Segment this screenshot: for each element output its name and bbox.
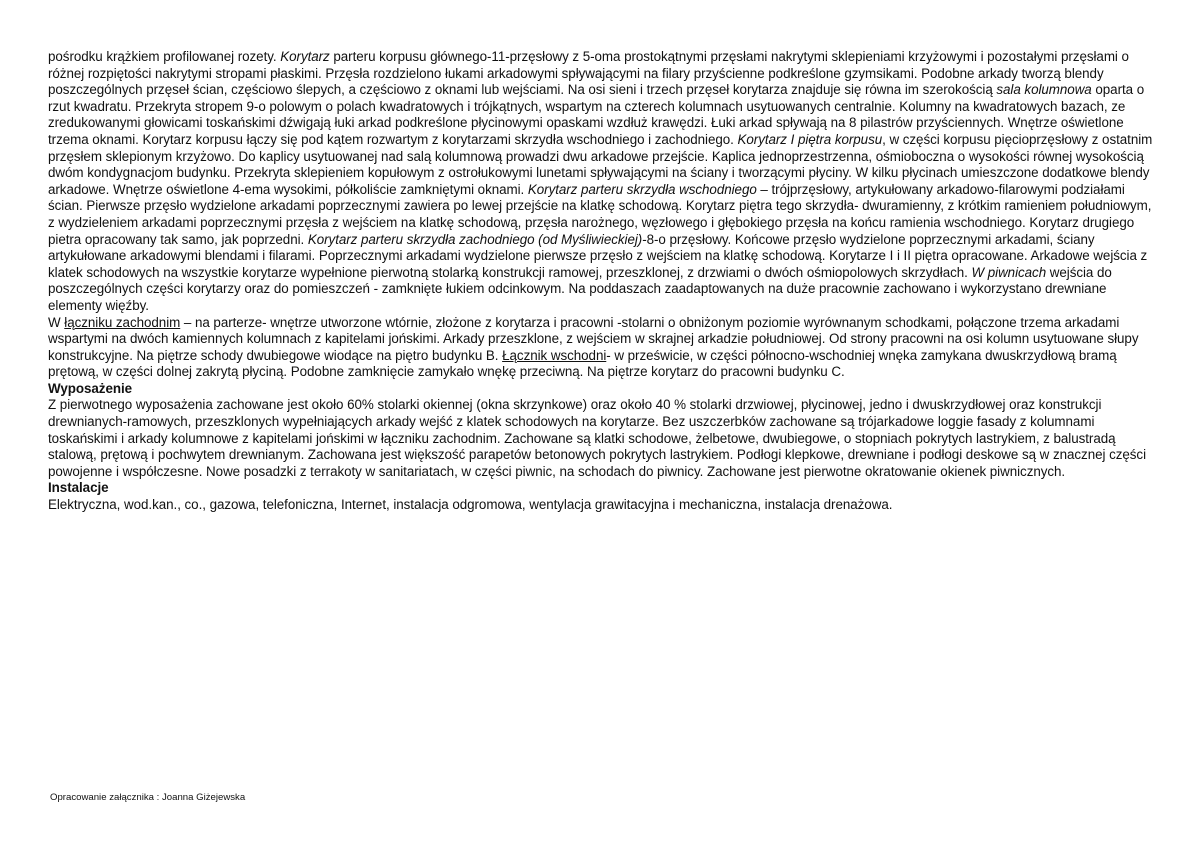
italic-phrase: W piwnicach — [971, 264, 1047, 280]
building-description — [48, 49, 1156, 381]
text-run: wejścia do poszczególnych części korytarzy oraz do pomieszczeń - zamknięte łukiem odcinkowym. Na poddaszach zaadaptowanych na duże pracownie zachowano i wykorzystano drewniane elementy więźby. — [48, 264, 1112, 313]
text-run: oparta o rzut kwadratu. Przekryta stropem 9-o polowym o polach kwadratowych i trójkątnych, wspartym na czterech kolumnach usytuowanych centralnie. Kolumny na kwadratowych bazach, ze zredukowanymi głowicami toskańskimi dźwigają łuki arkad podkreślone płycinowymi opaskami wzdłuż krawędzi. Łuki arkad spływają na 8 pilastrów przyściennych. Wnętrze oświetlone trzema oknami. Korytarz korpusu łączy się pod kątem rozwartym z korytarzami skrzydła wschodniego i zachodniego. — [48, 82, 1145, 147]
section-heading-wyposazenie: Wyposażenie — [48, 380, 133, 396]
text-run: – na parterze- wnętrze utworzone wtórnie, złożone z korytarza i pracowni -stolarni o obniżonym poziomie wyrównanym schodkami, połączone trzema arkadami wspartymi na dwóch kamiennych kolumnach z kapitelami jońskimi. Arkady przeszklone, z wejściem w skrajnej arkadzie południowej. Od strony pracowni na osi kolumn usytuowane słupy konstrukcyjne. Na piętrze schody dwubiegowe wiodące na piętro budynku B. — [48, 314, 1139, 363]
text-run: W — [48, 314, 65, 330]
italic-phrase: Korytarz parteru skrzydła zachodniego (od Myśliwieckiej) — [307, 231, 643, 247]
text-run: – trójprzęsłowy, artykułowany arkadowo-filarowymi podziałami ścian. Pierwsze przęsło wydzielone arkadami poprzecznymi zawiera po lewej przejście na klatkę schodową. Korytarz piętra tego skrzydła- dwuramienny, z krótkim ramieniem południowym, z wydzieleniem arkadami poprzecznymi przęsła z wejściem na klatkę schodową, przęsła narożnego, węzłowego i głębokiego przęsła na końcu ramienia wschodniego. Korytarz drugiego pietra opracowany tak samo, jak poprzedni. — [48, 181, 1152, 247]
document-page — [48, 49, 1156, 514]
text-run: parteru korpusu głównego-11-przęsłowy z 5-oma prostokątnymi przęsłami nakrytymi sklepieniami krzyżowymi i pozostałymi przęsłami o różnej rozpiętości nakrytymi stropami płaskimi. Przęsła rozdzielono łukami arkadowymi spływającymi na filary przyścienne podkreślone gzymsikami. Podobne arkady tworzą blendy poszczególnych przęseł ścian, częściowo ślepych, a częściowo z oknami lub wejściami. Na osi sieni i trzech przęseł korytarza znajduje się równa im szerokością — [48, 49, 1129, 98]
underlined-phrase: łączniku zachodnim — [64, 314, 181, 330]
footer-author: Opracowanie załącznika : Joanna Giżejewska — [50, 792, 246, 803]
underlined-phrase: Łącznik wschodni — [502, 347, 607, 363]
italic-phrase: Korytarz parteru skrzydła wschodniego — [527, 181, 757, 197]
text-run: -8-o przęsłowy. Końcowe przęsło wydzielone poprzecznymi arkadami, ściany artykułowane arkadowymi blendami i filarami. Poprzecznymi arkadami wydzielone pierwsze przęsło z wejściem na klatkę schodową. Korytarze I i II piętra opracowane. Arkadowe wejścia z klatek schodowych na wszystkie korytarze wypełnione pierwotną stolarką konstrukcji ramowej, przeszklonej, z drzwiami o dwóch ośmiopolowych skrzydłach. — [48, 231, 1148, 280]
text-run: - w prześwicie, w części północno-wschodniej wnęka zamykana dwuskrzydłową bramą prętową, w części dolnej zakrytą płyciną. Podobne zamknięcie zamykało wnękę przeciwną. Na piętrze korytarz do pracowni budynku C. — [48, 347, 1117, 380]
text-run: pośrodku krążkiem profilowanej rozety. — [48, 49, 281, 64]
italic-phrase: Korytarz I piętra korpusu — [737, 131, 883, 147]
italic-phrase: sala kolumnowa — [996, 82, 1092, 98]
italic-phrase: Korytarz — [280, 49, 330, 64]
description-paragraph — [48, 49, 1156, 315]
wyposazenie-paragraph: Z pierwotnego wyposażenia zachowane jest około 60% stolarki okiennej (okna skrzynkowe) oraz około 40 % stolarki drzwiowej, płycinowej, jedno i dwuskrzydłowej oraz konstrukcji drewnianych-ramowych, przeszklonych wypełniających arkady wejść z klatek schodowych na korytarze. Bez uszczerbków zachowane są trójarkadowe loggie fasady z kolumnami toskańskimi i arkady kolumnowe z kapitelami jońskimi w łączniku zachodnim. Zachowane są klatki schodowe, żelbetowe, dwubiegowe, o stopniach pokrytych lastrykiem, z balustradą stalową, prętową i pochwytem drewnianym. Zachowana jest większość parapetów betonowych pokrytych lastrykiem. Podłogi klepkowe, drewniane i podłogi deskowe są w znacznej części powojenne i współczesne. Nowe posadzki z terrakoty w sanitariatach, w części piwnic, na schodach do piwnicy. Zachowane jest pierwotne okratowanie okienek piwnicznych. — [48, 397, 1147, 479]
section-heading-instalacje: Instalacje — [48, 480, 109, 496]
text-run: , w części korpusu pięcioprzęsłowy z ostatnim przęsłem sklepionym krzyżowo. Do kaplicy usytuowanej nad salą kolumnową prowadzi dwu arkadowe przejście. Kaplica jednoprzestrzenna, ośmioboczna o wysokości równej wysokością dwóm kondygnacjom budynku. Przekryta sklepieniem kopułowym z ostrołukowymi lunetami spływającymi na ściany i tworzącymi płyciny. W kilku płycinach umieszczone dodatkowe blendy arkadowe. Wnętrze oświetlone 4-ema wysokimi, półkoliście zamkniętymi oknami. — [48, 131, 1153, 197]
description-paragraph — [48, 315, 1156, 381]
instalacje-paragraph: Elektryczna, wod.kan., co., gazowa, telefoniczna, Internet, instalacja odgromowa, wentylacja grawitacyjna i mechaniczna, instalacja drenażowa. — [48, 497, 893, 513]
